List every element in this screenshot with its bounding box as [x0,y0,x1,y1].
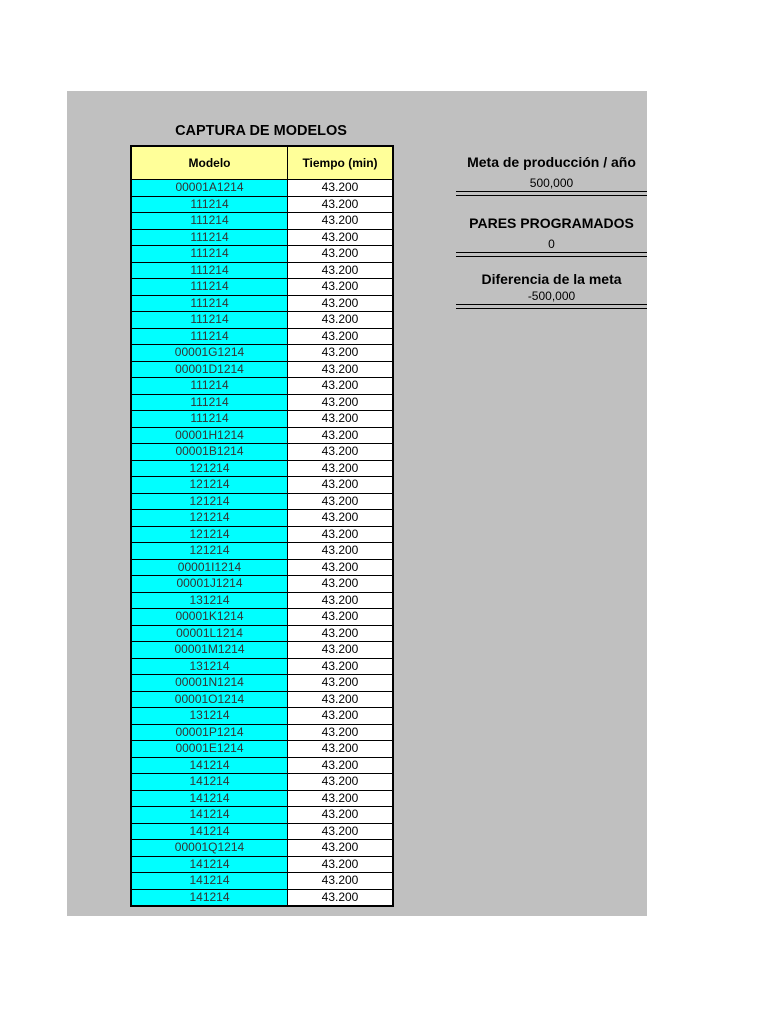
table-row [131,543,393,560]
scheduled-pairs-value[interactable]: 0 [548,237,555,251]
modelo-cell[interactable]: 121214 [131,460,288,477]
tiempo-cell[interactable]: 43.200 [288,378,394,395]
modelo-cell[interactable]: 131214 [131,708,288,725]
modelo-cell[interactable]: 00001G1214 [131,345,288,362]
modelo-cell[interactable]: 121214 [131,477,288,494]
table-row [131,576,393,593]
table-row [131,460,393,477]
tiempo-cell[interactable]: 43.200 [288,609,394,626]
modelo-cell[interactable]: 00001Q1214 [131,840,288,857]
modelo-cell[interactable]: 111214 [131,213,288,230]
double-underline [456,252,647,257]
tiempo-cell[interactable]: 43.200 [288,889,394,906]
modelo-cell[interactable]: 00001L1214 [131,625,288,642]
table-row [131,262,393,279]
tiempo-cell[interactable]: 43.200 [288,394,394,411]
modelo-cell[interactable]: 121214 [131,526,288,543]
modelo-cell[interactable]: 00001K1214 [131,609,288,626]
table-row [131,873,393,890]
modelo-cell[interactable]: 00001I1214 [131,559,288,576]
modelo-cell[interactable]: 111214 [131,328,288,345]
modelo-cell[interactable]: 00001J1214 [131,576,288,593]
tiempo-cell[interactable]: 43.200 [288,675,394,692]
table-row [131,312,393,329]
modelo-cell[interactable]: 111214 [131,246,288,263]
table-row [131,229,393,246]
table-row [131,757,393,774]
table-row [131,427,393,444]
modelo-cell[interactable]: 00001E1214 [131,741,288,758]
goal-difference-block [456,271,647,309]
models-table [130,145,394,907]
tiempo-cell[interactable]: 43.200 [288,543,394,560]
tiempo-cell[interactable]: 43.200 [288,807,394,824]
tiempo-cell[interactable]: 43.200 [288,361,394,378]
tiempo-cell[interactable]: 43.200 [288,493,394,510]
tiempo-cell[interactable]: 43.200 [288,180,394,197]
table-row [131,180,393,197]
table-row [131,444,393,461]
table-row [131,295,393,312]
table-row [131,823,393,840]
table-row [131,196,393,213]
tiempo-cell[interactable]: 43.200 [288,592,394,609]
modelo-cell[interactable]: 141214 [131,774,288,791]
table-row [131,559,393,576]
table-row [131,213,393,230]
modelo-cell[interactable]: 00001N1214 [131,675,288,692]
table-row [131,642,393,659]
tiempo-cell[interactable]: 43.200 [288,823,394,840]
tiempo-cell[interactable]: 43.200 [288,427,394,444]
production-goal-value[interactable]: 500,000 [529,176,574,190]
production-goal-label: Meta de producción / año [467,154,636,170]
table-row [131,724,393,741]
table-row [131,394,393,411]
tiempo-cell[interactable]: 43.200 [288,246,394,263]
modelo-cell[interactable]: 111214 [131,411,288,428]
table-row [131,790,393,807]
tiempo-cell[interactable]: 43.200 [288,279,394,296]
scheduled-pairs-label: PARES PROGRAMADOS [469,215,634,231]
modelo-cell[interactable]: 121214 [131,543,288,560]
goal-difference-label: Diferencia de la meta [481,271,622,287]
table-row [131,675,393,692]
table-row [131,411,393,428]
table-row [131,691,393,708]
tiempo-cell[interactable]: 43.200 [288,790,394,807]
modelo-cell[interactable]: 141214 [131,823,288,840]
tiempo-cell[interactable]: 43.200 [288,444,394,461]
modelo-cell[interactable]: 00001M1214 [131,642,288,659]
tiempo-cell[interactable]: 43.200 [288,691,394,708]
modelo-cell[interactable]: 00001D1214 [131,361,288,378]
modelo-cell[interactable]: 111214 [131,312,288,329]
scheduled-pairs-block [456,215,647,257]
tiempo-cell[interactable]: 43.200 [288,741,394,758]
goal-difference-value[interactable]: -500,000 [527,289,576,303]
modelo-cell[interactable]: 111214 [131,279,288,296]
table-row [131,279,393,296]
tiempo-cell[interactable]: 43.200 [288,576,394,593]
modelo-cell[interactable]: 111214 [131,378,288,395]
table-row [131,741,393,758]
tiempo-cell[interactable]: 43.200 [288,658,394,675]
tiempo-cell[interactable]: 43.200 [288,196,394,213]
tiempo-cell[interactable]: 43.200 [288,229,394,246]
modelo-cell[interactable]: 00001P1214 [131,724,288,741]
tiempo-cell[interactable]: 43.200 [288,873,394,890]
header-modelo[interactable]: Modelo [131,146,288,180]
table-row [131,361,393,378]
modelo-cell[interactable]: 111214 [131,394,288,411]
table-row [131,840,393,857]
modelo-cell[interactable]: 141214 [131,856,288,873]
table-row [131,328,393,345]
double-underline [456,191,647,196]
modelo-cell[interactable]: 131214 [131,592,288,609]
modelo-cell[interactable]: 141214 [131,757,288,774]
modelo-cell[interactable]: 141214 [131,807,288,824]
modelo-cell[interactable]: 121214 [131,510,288,527]
tiempo-cell[interactable]: 43.200 [288,328,394,345]
tiempo-cell[interactable]: 43.200 [288,295,394,312]
tiempo-cell[interactable]: 43.200 [288,642,394,659]
modelo-cell[interactable]: 111214 [131,262,288,279]
tiempo-cell[interactable]: 43.200 [288,460,394,477]
tiempo-cell[interactable]: 43.200 [288,477,394,494]
modelo-cell[interactable]: 141214 [131,889,288,906]
tiempo-cell[interactable]: 43.200 [288,625,394,642]
modelo-cell[interactable]: 141214 [131,790,288,807]
table-row [131,708,393,725]
table-row [131,526,393,543]
capture-title: CAPTURA DE MODELOS [175,123,347,139]
table-header-row [131,146,393,180]
tiempo-cell[interactable]: 43.200 [288,510,394,527]
table-row [131,510,393,527]
table-row [131,625,393,642]
modelo-cell[interactable]: 00001O1214 [131,691,288,708]
modelo-cell[interactable]: 141214 [131,873,288,890]
tiempo-cell[interactable]: 43.200 [288,724,394,741]
modelo-cell[interactable]: 131214 [131,658,288,675]
modelo-cell[interactable]: 111214 [131,229,288,246]
tiempo-cell[interactable]: 43.200 [288,856,394,873]
tiempo-cell[interactable]: 43.200 [288,840,394,857]
double-underline [456,304,647,309]
production-goal-block [456,154,647,196]
modelo-cell[interactable]: 111214 [131,295,288,312]
table-row [131,774,393,791]
table-row [131,889,393,906]
header-tiempo[interactable]: Tiempo (min) [288,146,394,180]
tiempo-cell[interactable]: 43.200 [288,213,394,230]
tiempo-cell[interactable]: 43.200 [288,757,394,774]
tiempo-cell[interactable]: 43.200 [288,312,394,329]
table-row [131,856,393,873]
table-row [131,658,393,675]
tiempo-cell[interactable]: 43.200 [288,559,394,576]
table-row [131,609,393,626]
modelo-cell[interactable]: 00001A1214 [131,180,288,197]
table-row [131,592,393,609]
modelo-cell[interactable]: 111214 [131,196,288,213]
tiempo-cell[interactable]: 43.200 [288,708,394,725]
modelo-cell[interactable]: 00001H1214 [131,427,288,444]
table-row [131,378,393,395]
table-row [131,493,393,510]
modelo-cell[interactable]: 00001B1214 [131,444,288,461]
modelo-cell[interactable]: 121214 [131,493,288,510]
tiempo-cell[interactable]: 43.200 [288,345,394,362]
table-row [131,345,393,362]
tiempo-cell[interactable]: 43.200 [288,526,394,543]
tiempo-cell[interactable]: 43.200 [288,411,394,428]
table-row [131,246,393,263]
table-row [131,807,393,824]
tiempo-cell[interactable]: 43.200 [288,774,394,791]
table-body [131,180,393,907]
table-row [131,477,393,494]
tiempo-cell[interactable]: 43.200 [288,262,394,279]
